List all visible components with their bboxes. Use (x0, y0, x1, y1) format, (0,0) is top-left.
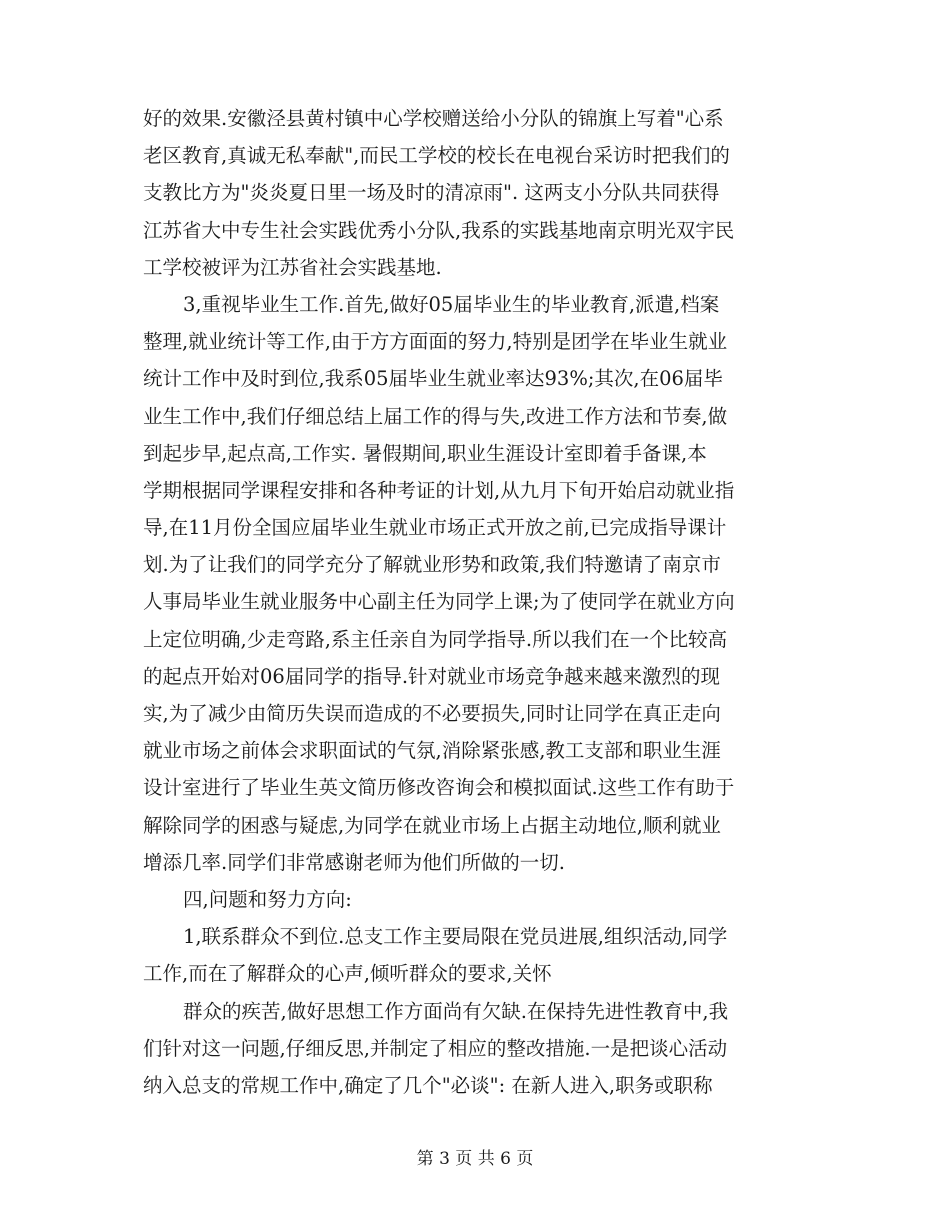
text-line: 解除同学的困惑与疑虑,为同学在就业市场上占据主动地位,顺利就业 (143, 813, 721, 837)
text-line: 整理,就业统计等工作,由于方方面面的努力,特别是团学在毕业生就业 (143, 330, 728, 354)
text-line: 江苏省大中专生社会实践优秀小分队,我系的实践基地南京明光双宇民 (143, 218, 735, 242)
text-line: 统计工作中及时到位,我系05届毕业生就业率达93%;其次,在06届毕 (143, 367, 723, 391)
text-line: 人事局毕业生就业服务中心副主任为同学上课;为了使同学在就业方向 (143, 590, 735, 614)
text-line: 纳入总支的常规工作中,确定了几个"必谈": 在新人进入,职务或职称 (143, 1073, 713, 1097)
text-line: 四,问题和努力方向: (183, 887, 352, 911)
text-line: 好的效果.安徽泾县黄村镇中心学校赠送给小分队的锦旗上写着"心系 (143, 107, 724, 130)
text-line: 支教比方为"炎炎夏日里一场及时的清凉雨". 这两支小分队共同获得 (143, 181, 720, 205)
text-line: 1,联系群众不到位.总支工作主要局限在党员进展,组织活动,同学 (183, 925, 728, 949)
text-line: 到起步早,起点高,工作实. 暑假期间,职业生涯设计室即着手备课,本 (143, 441, 707, 465)
text-line: 导,在11月份全国应届毕业生就业市场正式开放之前,已完成指导课计 (143, 516, 727, 540)
text-line: 学期根据同学课程安排和各种考证的计划,从九月下旬开始启动就业指 (143, 478, 735, 502)
text-line: 们针对这一问题,仔细反思,并制定了相应的整改措施.一是把谈心活动 (143, 1036, 728, 1060)
text-line: 实,为了减少由简历失误而造成的不必要损失,同时让同学在真正走向 (143, 702, 721, 725)
text-line: 业生工作中,我们仔细总结上届工作的得与失,改进工作方法和节奏,做 (143, 404, 728, 428)
text-line: 就业市场之前体会求职面试的气氛,消除紧张感,教工支部和职业生涯 (143, 739, 721, 763)
text-line: 增添几率.同学们非常感谢老师为他们所做的一切. (143, 850, 565, 874)
text-line: 群众的疾苦,做好思想工作方面尚有欠缺.在保持先进性教育中,我 (183, 999, 729, 1023)
text-line: 上定位明确,少走弯路,系主任亲自为同学指导.所以我们在一个比较高 (143, 627, 728, 651)
page-number-footer: 第 3 页 共 6 页 (416, 1149, 534, 1169)
text-line: 工作,而在了解群众的心声,倾听群众的要求,关怀 (143, 962, 552, 986)
text-line: 的起点开始对06届同学的指导.针对就业市场竞争越来越来激烈的现 (143, 664, 721, 688)
text-line: 设计室进行了毕业生英文简历修改咨询会和模拟面试.这些工作有助于 (143, 776, 735, 800)
text-line: 3,重视毕业生工作.首先,做好05届毕业生的毕业教育,派遣,档案 (183, 292, 720, 316)
text-line: 老区教育,真诚无私奉献",而民工学校的校长在电视台采访时把我们的 (143, 144, 730, 168)
text-line: 划.为了让我们的同学充分了解就业形势和政策,我们特邀请了南京市 (143, 553, 721, 577)
text-line: 工学校被评为江苏省社会实践基地. (143, 255, 442, 279)
body-text (143, 100, 808, 1104)
